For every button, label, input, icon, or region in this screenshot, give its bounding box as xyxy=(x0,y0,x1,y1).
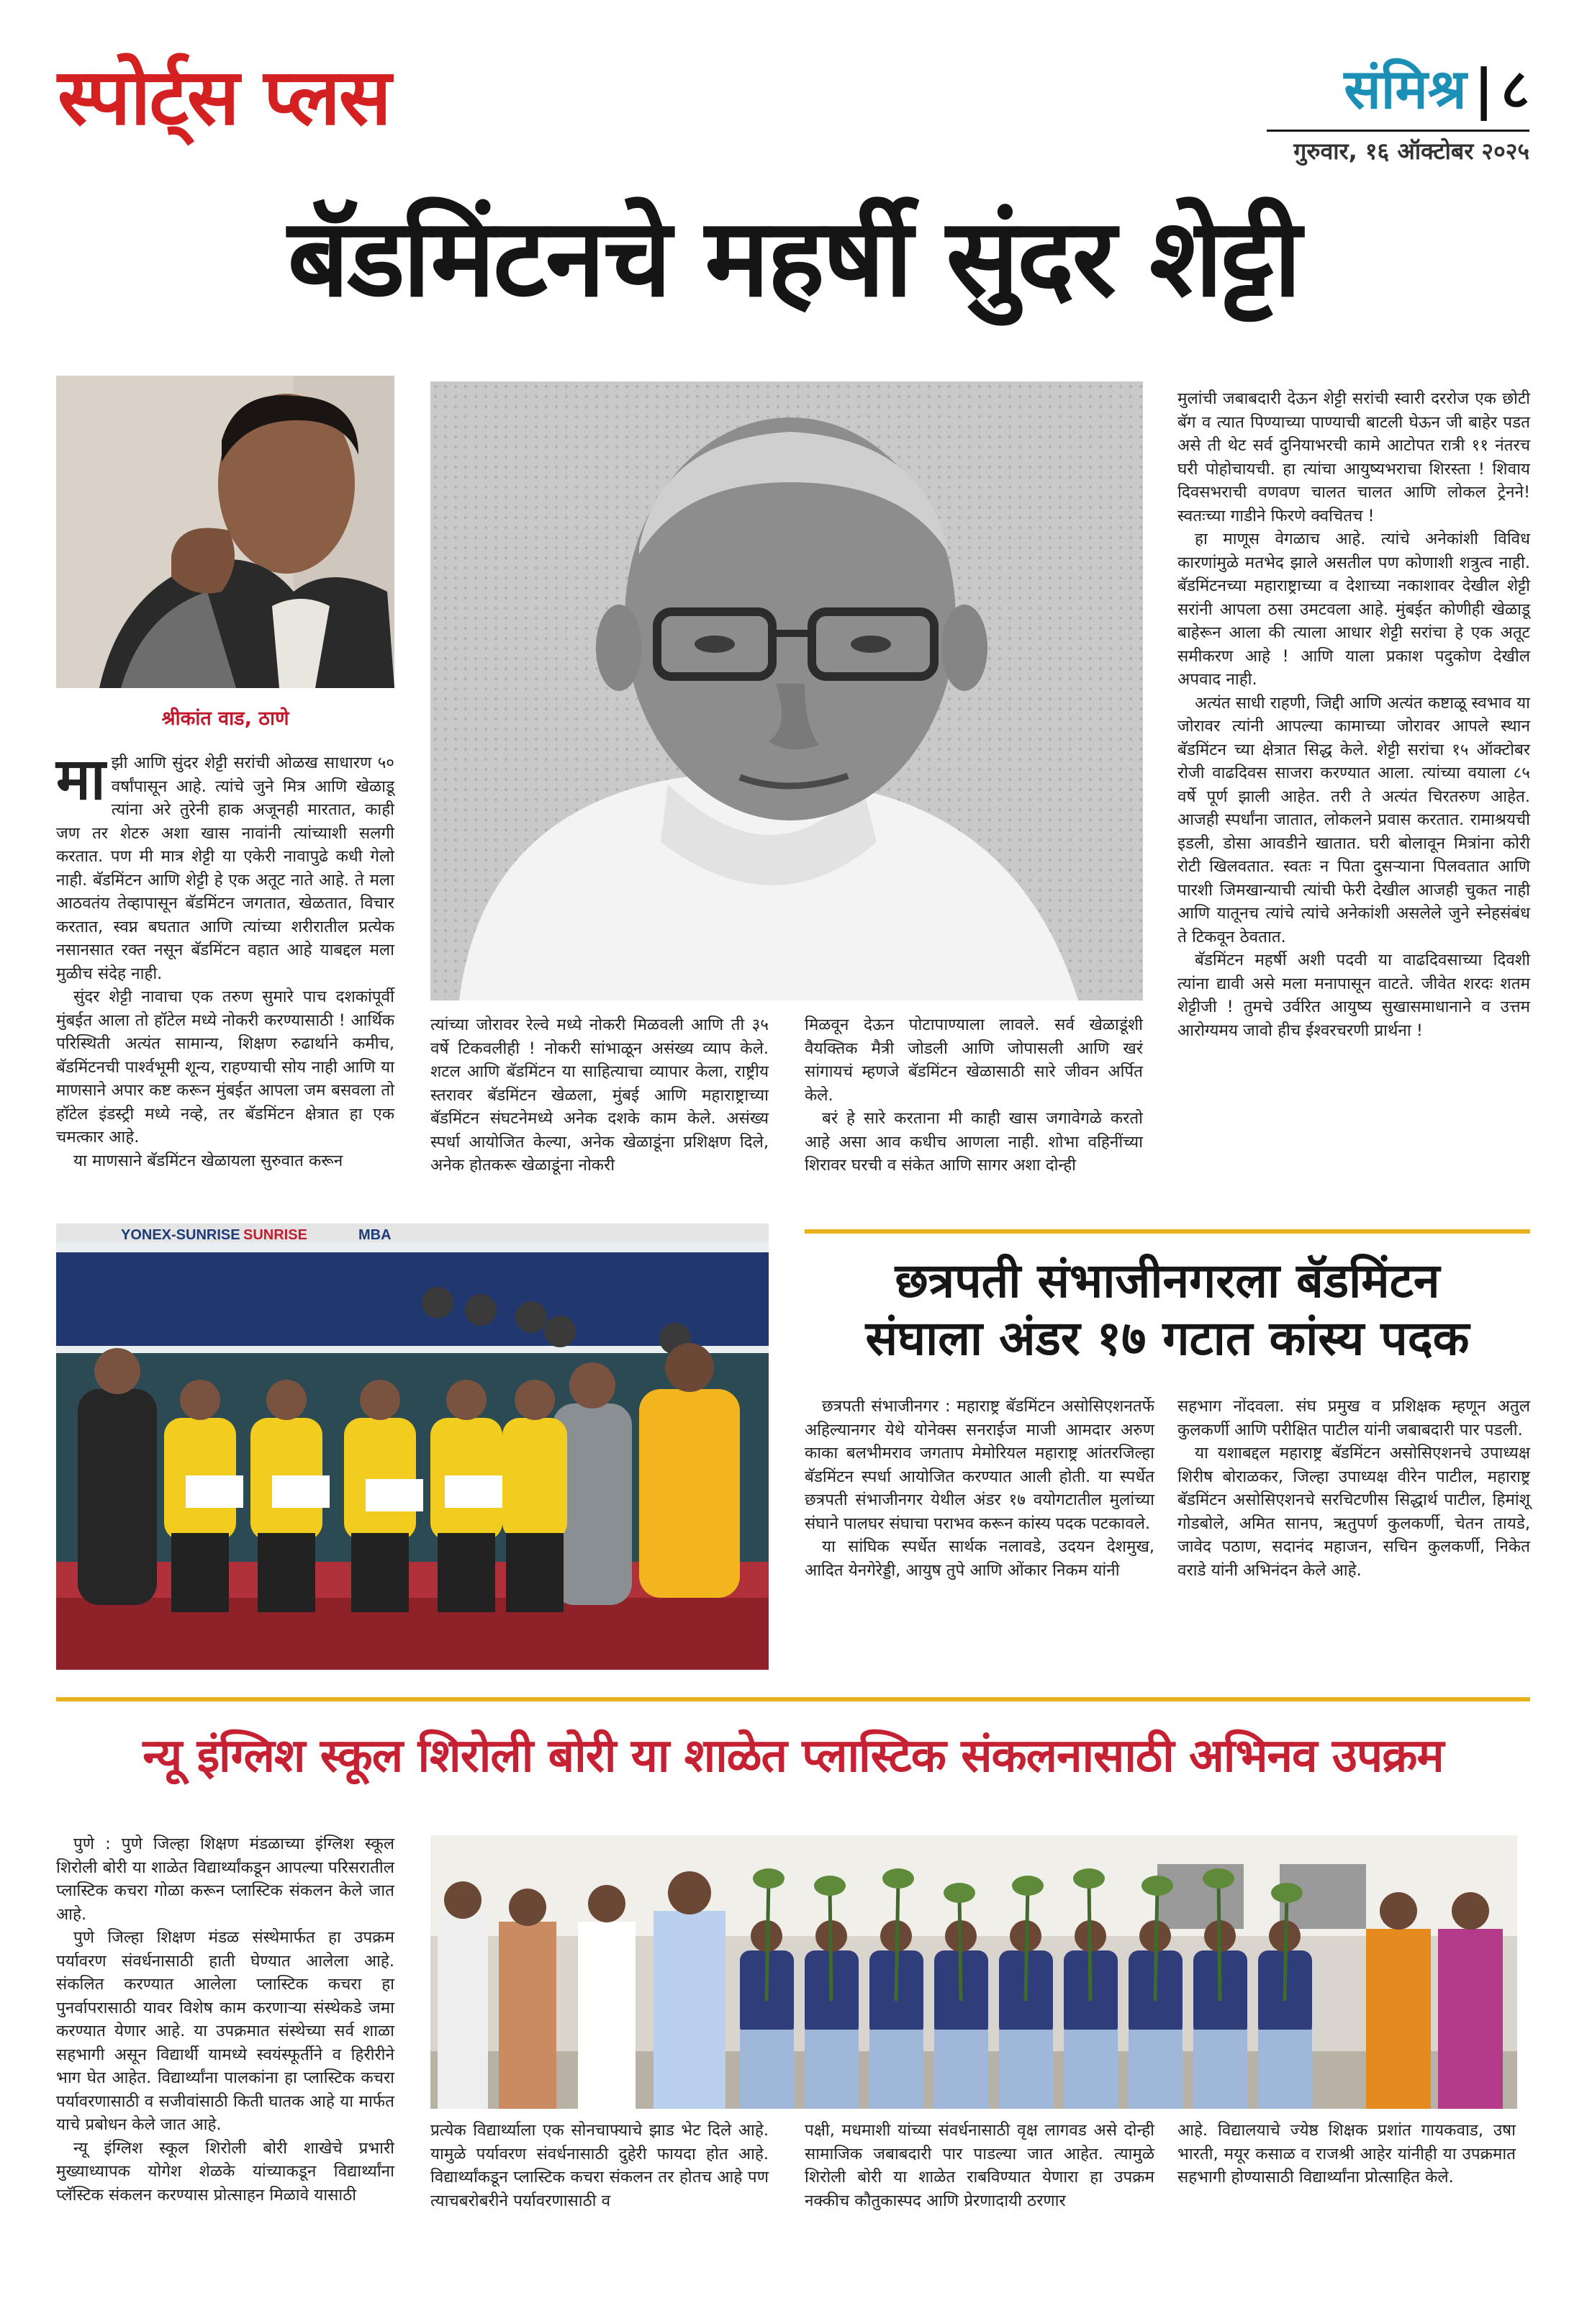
banner-text-2: SUNRISE xyxy=(243,1227,307,1243)
story2-headline xyxy=(805,1252,1530,1367)
page-number: ८ xyxy=(1501,57,1529,121)
story1-col3-p2: बरं हे सारे करताना मी काही खास जगावेगळे करतो आहे असा आव कधीच आणला नाही. शोभा वहिनींच्या शिरावर घरची व संकेत आणि सागर अशा दोन्ही xyxy=(805,1109,1143,1175)
main-headline: बॅडमिंटनचे महर्षी सुंदर शेट्टी xyxy=(287,196,1300,321)
banner-text-1: YONEX-SUNRISE xyxy=(121,1227,240,1243)
story3-col3 xyxy=(805,2119,1154,2212)
date-rule xyxy=(1267,130,1529,132)
story1-col4-p3: अत्यंत साधी राहणी, जिद्दी आणि अत्यंत कष्टाळू स्वभाव या जोरावर त्यांनी आपल्या कामाच्या जोरावर आपले स्थान बॅडमिंटन च्या क्षेत्रात सिद्ध केले. शेट्टी सरांचा १५ ऑक्टोबर रोजी वाढदिवस साजरा करण्यात आला. त्यांच्या वयाला ८५ वर्षे पूर्ण झाली आहेत. तरी ते अत्यंत चिरतरुण आहेत. आजही स्पर्धांना जातात, लोकलने प्रवास करतात. रामाश्रयची इडली, डोसा आवडीने खातात. घरी बोलावून मित्रांना कोरी रोटी खिलवतात. स्वतः न पिता दुसऱ्याना पिलवतात आणि पारशी जिमखान्याची त्यांची फेरी देखील आजही चुकत नाही आणि यातूनच त्यांचे त्यांचे अनेकांशी असलेले जुने स्नेहसंबंध ते टिकवून ठेवतात. xyxy=(1177,693,1530,946)
story1-col4-p2: हा माणूस वेगळाच आहे. त्यांचे अनेकांशी विविध कारणांमुळे मतभेद झाले असतील पण कोणाशी शत्रुत्व नाही. बॅडमिंटनच्या महाराष्ट्राच्या व देशाच्या नकाशावर देखील शेट्टी सरांनी आपला ठसा उमटवला आहे. मुंबईत कोणीही खेळाडू बाहेरून आला की त्याला आधार शेट्टी सरांचा हे एक अतूट समीकरण आहे ! आणि याला प्रकाश पदुकोण देखील अपवाद नाही. xyxy=(1177,530,1530,689)
story3-headline: न्यू इंग्लिश स्कूल शिरोली बोरी या शाळेत प्लास्टिक संकलनासाठी अभिनव उपक्रम xyxy=(143,1730,1444,1783)
story2-col2 xyxy=(1177,1395,1530,1582)
story2-col1 xyxy=(805,1395,1154,1582)
story3-col1-p1: पुणे : पुणे जिल्हा शिक्षण मंडळाच्या इंग्लिश स्कूल शिरोली बोरी या शाळेत विद्यार्थ्यांकडून आपल्या परिसरातील प्लास्टिक कचरा गोळा करून प्लास्टिक संकलन केले जात आहे. xyxy=(56,1835,394,1924)
story1-col3-p1: मिळवून देऊन पोटापाण्याला लावले. सर्व खेळाडूंशी वैयक्तिक मैत्री जोडली आणि जोपासली आणि खरं सांगायचं म्हणजे बॅडमिंटन खेळासाठी सारे जीवन अर्पित केले. xyxy=(805,1016,1143,1105)
story3-col2 xyxy=(430,2119,769,2212)
story1-col4 xyxy=(1177,387,1530,1042)
section-label: संमिश्र | ८ xyxy=(1344,57,1529,121)
dropcap: मा xyxy=(56,746,106,813)
section-name: संमिश्र xyxy=(1344,57,1467,121)
story2-col1-p2: या सांघिक स्पर्धेत सार्थक नलावडे, उदयन देशमुख, आदित येनगेरेड्डी, आयुष तुपे आणि ओंकार निकम यांनी xyxy=(805,1537,1154,1580)
issue-date: गुरुवार, १६ ऑक्टोबर २०२५ xyxy=(1293,137,1529,165)
story1-col1-p3: या माणसाने बॅडमिंटन खेळायला सुरुवात करून xyxy=(73,1151,343,1170)
story1-col2 xyxy=(430,1013,769,1177)
story1-col3 xyxy=(805,1013,1143,1177)
author-caption: श्रीकांत वाड, ठाणे xyxy=(161,707,289,730)
masthead: स्पोर्ट्स प्लस xyxy=(58,53,390,143)
story1-col4-p4: बॅडमिंटन महर्षी अशी पदवी या वाढदिवसाच्या दिवशी त्यांना द्यावी असे मला मनापासून वाटते. जीवेत शरदः शतम शेट्टीजी ! तुमचे उर्वरित आयुष्य सुखासमाधानाने व उत्तम आरोग्यमय जावो हीच ईश्वरचरणी प्रार्थना ! xyxy=(1177,951,1530,1040)
story1-col1-p2: सुंदर शेट्टी नावाचा एक तरुण सुमारे पाच दशकांपूर्वी मुंबईत आला तो हॉटेल मध्ये नोकरी करण्यासाठी ! आर्थिक परिस्थिती अत्यंत सामान्य, शिक्षण रुढार्थाने कमीच, बॅडमिंटनची पार्श्वभूमी शून्य, राहण्याची सोय नाही आणि या माणसाने अपार कष्ट करून मुंबईत आपला जम बसवला तो हॉटेल इंडस्ट्री मध्ये नव्हे, तर बॅडमिंटन क्षेत्रात हा एक चमत्कार आहे. xyxy=(56,987,394,1147)
story2-col2-p2: या यशाबद्दल महाराष्ट्र बॅडमिंटन असोसिएशनचे उपाध्यक्ष शिरीष बोराळकर, जिल्हा उपाध्यक्ष वीरेन पाटील, महाराष्ट्र बॅडमिंटन असोसिएशनचे सरचिटणीस सिद्धार्थ पाटील, हिमांशू गोडबोले, अमित सानप, ऋतुपर्ण कुलकर्णी, चेतन तायडे, जावेद पठाण, सदानंद महाजन, सचिन कुलकर्णी, निकेत वराडे यांनी अभिनंदन केले आहे. xyxy=(1177,1444,1530,1580)
story3-col1 xyxy=(56,1832,394,2207)
story3-col3-p1: पक्षी, मधमाशी यांच्या संवर्धनासाठी वृक्ष लागवड असे दोन्ही सामाजिक जबाबदारी पार पाडल्या जात आहेत. त्यामुळे शिरोली बोरी या शाळेत राबविण्यात येणारा हा उपक्रम नक्कीच कौतुकास्पद आणि प्रेरणादायी ठरणार xyxy=(805,2121,1154,2210)
story1-col4-p1: मुलांची जबाबदारी देऊन शेट्टी सरांची स्वारी दररोज एक छोटी बॅग व त्यात पिण्याच्या पाण्याची बाटली घेऊन जी बाहेर पडत असे ती थेट सर्व दुनियाभरची कामे आटोपत रात्री ११ नंतरच घरी पोहोचायची. हा त्यांचा आयुष्यभराचा शिरस्ता ! शिवाय दिवसभराची वणवण चालत चालत आणि लोकल ट्रेनने! स्वतःच्या गाडीने फिरणे क्वचितच ! xyxy=(1177,389,1530,525)
story1-col1 xyxy=(56,746,394,1172)
story1-col2-p1: त्यांच्या जोरावर रेल्वे मध्ये नोकरी मिळवली आणि ती ३५ वर्षे टिकवलीही ! नोकरी सांभाळून असंख्य व्याप केले. शटल आणि बॅडमिंटन या साहित्याचा व्यापार केला, राष्ट्रीय स्तरावर बॅडमिंटन खेळला, मुंबई आणि महाराष्ट्राच्या बॅडमिंटन संघटनेमध्ये अनेक दशके काम केले. असंख्य स्पर्धा आयोजित केल्या, अनेक खेळाडूंना प्रशिक्षण दिले, अनेक होतकरू खेळाडूंना नोकरी xyxy=(430,1016,769,1175)
story3-col1-p2: पुणे जिल्हा शिक्षण मंडळ संस्थेमार्फत हा उपक्रम पर्यावरण संवर्धनासाठी हाती घेण्यात आलेला आहे. संकलित करण्यात आलेला प्लास्टिक कचरा हा पुनर्वापरासाठी यावर विशेष काम करणाऱ्या संस्थेकडे जमा करण्यात येणार आहे. या उपक्रमात संस्थेच्या सर्व शाळा सहभागी असून विद्यार्थी यामध्ये स्वयंस्फूर्तीने व हिरीरीने भाग घेत आहेत. विद्यार्थ्यांना पालकांना हा प्लास्टिक कचरा पर्यावरणासाठी व सजीवांसाठी किती घातक आहे या मार्फत याचे प्रबोधन केले जात आहे. xyxy=(56,1928,394,2134)
story1-col1-p1: झी आणि सुंदर शेट्टी सरांची ओळख साधारण ५० वर्षांपासून आहे. त्यांचे जुने मित्र आणि खेळाडू त्यांना अरे तुरेनी हाक अजूनही मारतात, काही जण तर शेटरु अशा खास नावांनी त्यांच्याशी सलगी करतात. पण मी मात्र शेट्टी या एकेरी नावापुढे कधी गेलो नाही. बॅडमिंटन आणि शेट्टी हे एक अतूट नाते आहे. ते मला आठवतंय तेव्हापासून बॅडमिंटन जगतात, खेळतात, विचार करतात, स्वप्न बघतात आणि त्यांच्या शरीरातील प्रत्येक नसानसात रक्त नसून बॅडमिंटन वहात आहे याबद्दल मला मुळीच संदेह नाही. xyxy=(56,754,394,983)
story3-col4 xyxy=(1177,2119,1516,2189)
author-photo xyxy=(56,376,394,688)
story2-col2-p1: सहभाग नोंदवला. संघ प्रमुख व प्रशिक्षक म्हणून अतुल कुलकर्णी आणि परीक्षित पाटील यांनी जबाबदारी पार पडली. xyxy=(1177,1397,1530,1439)
story2-rule xyxy=(805,1229,1530,1234)
story2-headline-line1: छत्रपती संभाजीनगरला बॅडमिंटन xyxy=(895,1253,1440,1308)
story3-col2-p1: प्रत्येक विद्यार्थ्याला एक सोनचाफ्याचे झाड भेट दिले आहे. यामुळे पर्यावरण संवर्धनासाठी दुहेरी फायदा होत आहे. विद्यार्थ्यांकडून प्लास्टिक कचरा संकलन तर होतच आहे पण त्याचबरोबरीने पर्यावरणासाठी व xyxy=(430,2121,769,2210)
team-photo xyxy=(56,1224,769,1670)
banner-text-3: MBA xyxy=(358,1227,392,1243)
story3-col4-p1: आहे. विद्यालयाचे ज्येष्ठ शिक्षक प्रशांत गायकवाड, उषा भारती, मयूर कसाळ व राजश्री आहेर यांनीही या उपक्रमात सहभागी होण्यासाठी विद्यार्थ्यांना प्रोत्साहित केले. xyxy=(1177,2121,1516,2187)
story2-headline-line2: संघाला अंडर १७ गटात कांस्य पदक xyxy=(865,1311,1470,1366)
story3-rule xyxy=(56,1697,1530,1701)
school-photo xyxy=(430,1835,1517,2109)
portrait-photo xyxy=(430,381,1143,1000)
story2-col1-p1: छत्रपती संभाजीनगर : महाराष्ट्र बॅडमिंटन असोसिएशनतर्फे अहिल्यानगर येथे योनेक्स सनराईज माजी आमदार अरुण काका बलभीमराव जगताप मेमोरियल महाराष्ट्र आंतरजिल्हा बॅडमिंटन स्पर्धा आयोजित करण्यात आली होती. या स्पर्धेत छत्रपती संभाजीनगर येथील अंडर १७ वयोगटातील मुलांच्या संघाने पालघर संघाचा पराभव करून कांस्य पदक पटकावले. xyxy=(805,1397,1154,1533)
story3-col1-p3: न्यू इंग्लिश स्कूल शिरोली बोरी शाखेचे प्रभारी मुख्याध्यापक योगेश शेळके यांच्याकडून विद्यार्थ्यांना प्लॅस्टिक संकलन करण्यास प्रोत्साहन मिळावे यासाठी xyxy=(56,2138,394,2205)
